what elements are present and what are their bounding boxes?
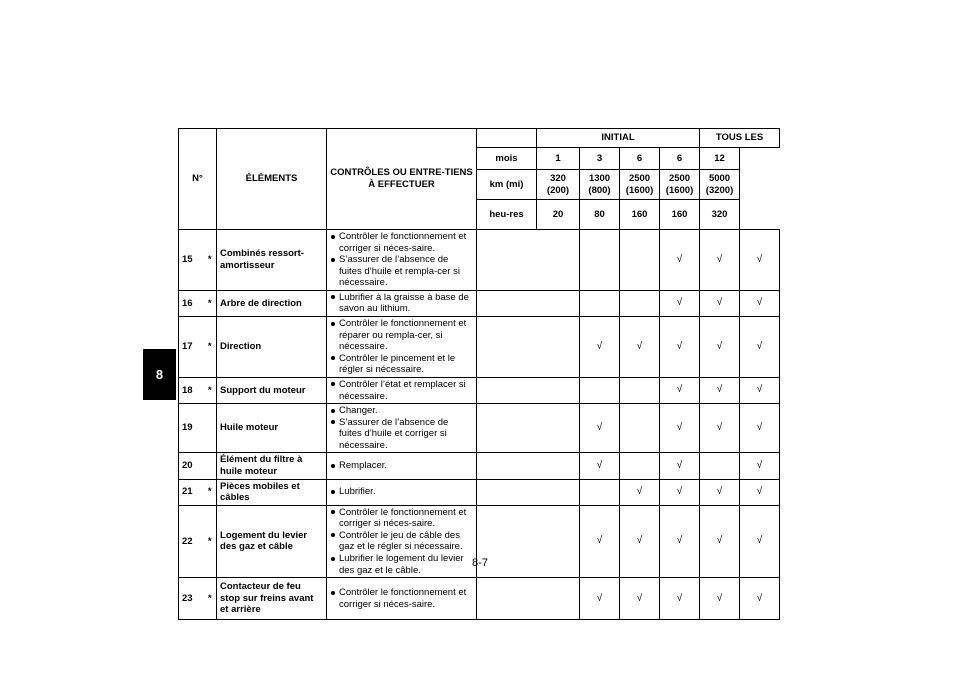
control-item: S’assurer de l’absence de fuites d’huile et corriger si nécessaire.: [330, 417, 473, 452]
row-number: 15: [179, 230, 204, 291]
control-item: Contrôler l’état et remplacer si nécessaire.: [330, 379, 473, 402]
unit-value: 80: [580, 200, 620, 230]
check-cell: [580, 230, 620, 291]
check-cell: √: [740, 578, 780, 620]
unit-value: 160: [620, 200, 660, 230]
row-shortest-interval: [477, 317, 580, 378]
table-row: [179, 290, 780, 316]
check-cell: √: [580, 578, 620, 620]
row-element: Support du moteur: [217, 377, 327, 403]
row-star: *: [204, 578, 217, 620]
row-shortest-interval: [477, 230, 580, 291]
control-item: Contrôler le fonctionnement et corriger si néces-saire.: [330, 507, 473, 530]
row-element: Élément du filtre à huile moteur: [217, 453, 327, 479]
control-item: S’assurer de l’absence de fuites d’huile et rempla-cer si nécessaire.: [330, 254, 473, 289]
row-star: *: [204, 505, 217, 577]
row-number: 18: [179, 377, 204, 403]
check-cell: [620, 404, 660, 453]
row-element: Contacteur de feu stop sur freins avant et arrière: [217, 578, 327, 620]
row-number: 17: [179, 317, 204, 378]
check-cell: √: [580, 404, 620, 453]
row-number: 19: [179, 404, 204, 453]
row-star: [204, 453, 217, 479]
unit-value: 20: [537, 200, 580, 230]
control-item: Lubrifier à la graisse à base de savon au lithium.: [330, 292, 473, 315]
header-every: TOUS LES: [700, 129, 780, 148]
header-elements: ÉLÉMENTS: [217, 129, 327, 230]
check-cell: [580, 479, 620, 505]
check-cell: √: [700, 505, 740, 577]
row-star: *: [204, 479, 217, 505]
page-number: 8-7: [472, 557, 488, 569]
check-cell: [620, 453, 660, 479]
row-shortest-interval: [477, 453, 580, 479]
check-cell: √: [700, 317, 740, 378]
unit-value: 1300 (800): [580, 170, 620, 200]
check-cell: √: [700, 404, 740, 453]
unit-value: 3: [580, 148, 620, 170]
row-controls: [327, 479, 477, 505]
table-row: [179, 317, 780, 378]
table-row: [179, 479, 780, 505]
check-cell: [580, 377, 620, 403]
row-controls: [327, 578, 477, 620]
control-item: Contrôler le fonctionnement et corriger si néces-saire.: [330, 587, 473, 610]
maintenance-table: [178, 128, 780, 620]
check-cell: √: [700, 377, 740, 403]
check-cell: √: [740, 377, 780, 403]
row-number: 16: [179, 290, 204, 316]
check-cell: [620, 377, 660, 403]
row-controls: [327, 290, 477, 316]
row-number: 20: [179, 453, 204, 479]
control-item: Changer.: [330, 405, 473, 417]
row-number: 22: [179, 505, 204, 577]
check-cell: √: [700, 578, 740, 620]
check-cell: √: [660, 404, 700, 453]
check-cell: √: [620, 505, 660, 577]
check-cell: √: [740, 505, 780, 577]
check-cell: √: [580, 317, 620, 378]
row-controls: [327, 404, 477, 453]
unit-value: 12: [700, 148, 740, 170]
check-cell: √: [660, 230, 700, 291]
row-star: *: [204, 377, 217, 403]
row-shortest-interval: [477, 479, 580, 505]
row-controls: [327, 377, 477, 403]
check-cell: √: [660, 578, 700, 620]
table-row: [179, 377, 780, 403]
control-item: Contrôler le fonctionnement et réparer ou rempla-cer, si nécessaire.: [330, 318, 473, 353]
row-shortest-interval: [477, 377, 580, 403]
header-controls: CONTRÔLES OU ENTRE-TIENS À EFFECTUER: [327, 129, 477, 230]
check-cell: √: [700, 290, 740, 316]
unit-value: 5000 (3200): [700, 170, 740, 200]
row-element: Huile moteur: [217, 404, 327, 453]
check-cell: √: [580, 505, 620, 577]
row-controls: [327, 453, 477, 479]
unit-value: 6: [620, 148, 660, 170]
check-cell: √: [660, 479, 700, 505]
unit-label: heu-res: [477, 200, 537, 230]
unit-value: 2500 (1600): [620, 170, 660, 200]
check-cell: √: [660, 453, 700, 479]
row-element: Pièces mobiles et câbles: [217, 479, 327, 505]
check-cell: √: [660, 290, 700, 316]
check-cell: √: [620, 578, 660, 620]
check-cell: [620, 290, 660, 316]
row-number: 21: [179, 479, 204, 505]
check-cell: √: [740, 230, 780, 291]
control-item: Contrôler le pincement et le régler si nécessaire.: [330, 353, 473, 376]
unit-value: 2500 (1600): [660, 170, 700, 200]
row-star: *: [204, 290, 217, 316]
check-cell: √: [740, 479, 780, 505]
unit-value: 6: [660, 148, 700, 170]
control-item: Contrôler le fonctionnement et corriger si néces-saire.: [330, 231, 473, 254]
header-initial: INITIAL: [537, 129, 700, 148]
check-cell: √: [660, 505, 700, 577]
check-cell: [620, 230, 660, 291]
control-item: Contrôler le jeu de câble des gaz et le régler si nécessaire.: [330, 530, 473, 553]
row-element: Arbre de direction: [217, 290, 327, 316]
check-cell: √: [580, 453, 620, 479]
unit-label: mois: [477, 148, 537, 170]
row-element: Direction: [217, 317, 327, 378]
row-shortest-interval: [477, 290, 580, 316]
check-cell: √: [740, 404, 780, 453]
table-row: [179, 578, 780, 620]
unit-label: km (mi): [477, 170, 537, 200]
control-item: Lubrifier le logement du levier des gaz et le câble.: [330, 553, 473, 576]
control-item: Remplacer.: [330, 460, 473, 472]
control-item: Lubrifier.: [330, 486, 473, 498]
check-cell: [580, 290, 620, 316]
row-star: *: [204, 317, 217, 378]
check-cell: [700, 453, 740, 479]
header-no: N°: [179, 129, 217, 230]
unit-value: 320: [700, 200, 740, 230]
unit-value: 160: [660, 200, 700, 230]
table-row: [179, 453, 780, 479]
check-cell: √: [660, 317, 700, 378]
row-star: [204, 404, 217, 453]
chapter-tab: 8: [143, 349, 176, 400]
row-element: Combinés ressort-amortisseur: [217, 230, 327, 291]
check-cell: √: [620, 479, 660, 505]
row-shortest-interval: [477, 578, 580, 620]
table-header: [179, 129, 780, 230]
check-cell: √: [620, 317, 660, 378]
check-cell: √: [700, 230, 740, 291]
check-cell: √: [700, 479, 740, 505]
check-cell: √: [740, 453, 780, 479]
row-controls: [327, 317, 477, 378]
row-controls: [327, 230, 477, 291]
row-star: *: [204, 230, 217, 291]
unit-value: 1: [537, 148, 580, 170]
table-row: [179, 230, 780, 291]
check-cell: √: [740, 290, 780, 316]
unit-value: 320 (200): [537, 170, 580, 200]
table-row: [179, 404, 780, 453]
row-element: Logement du levier des gaz et câble: [217, 505, 327, 577]
row-shortest-interval: [477, 404, 580, 453]
check-cell: √: [660, 377, 700, 403]
check-cell: √: [740, 317, 780, 378]
row-number: 23: [179, 578, 204, 620]
